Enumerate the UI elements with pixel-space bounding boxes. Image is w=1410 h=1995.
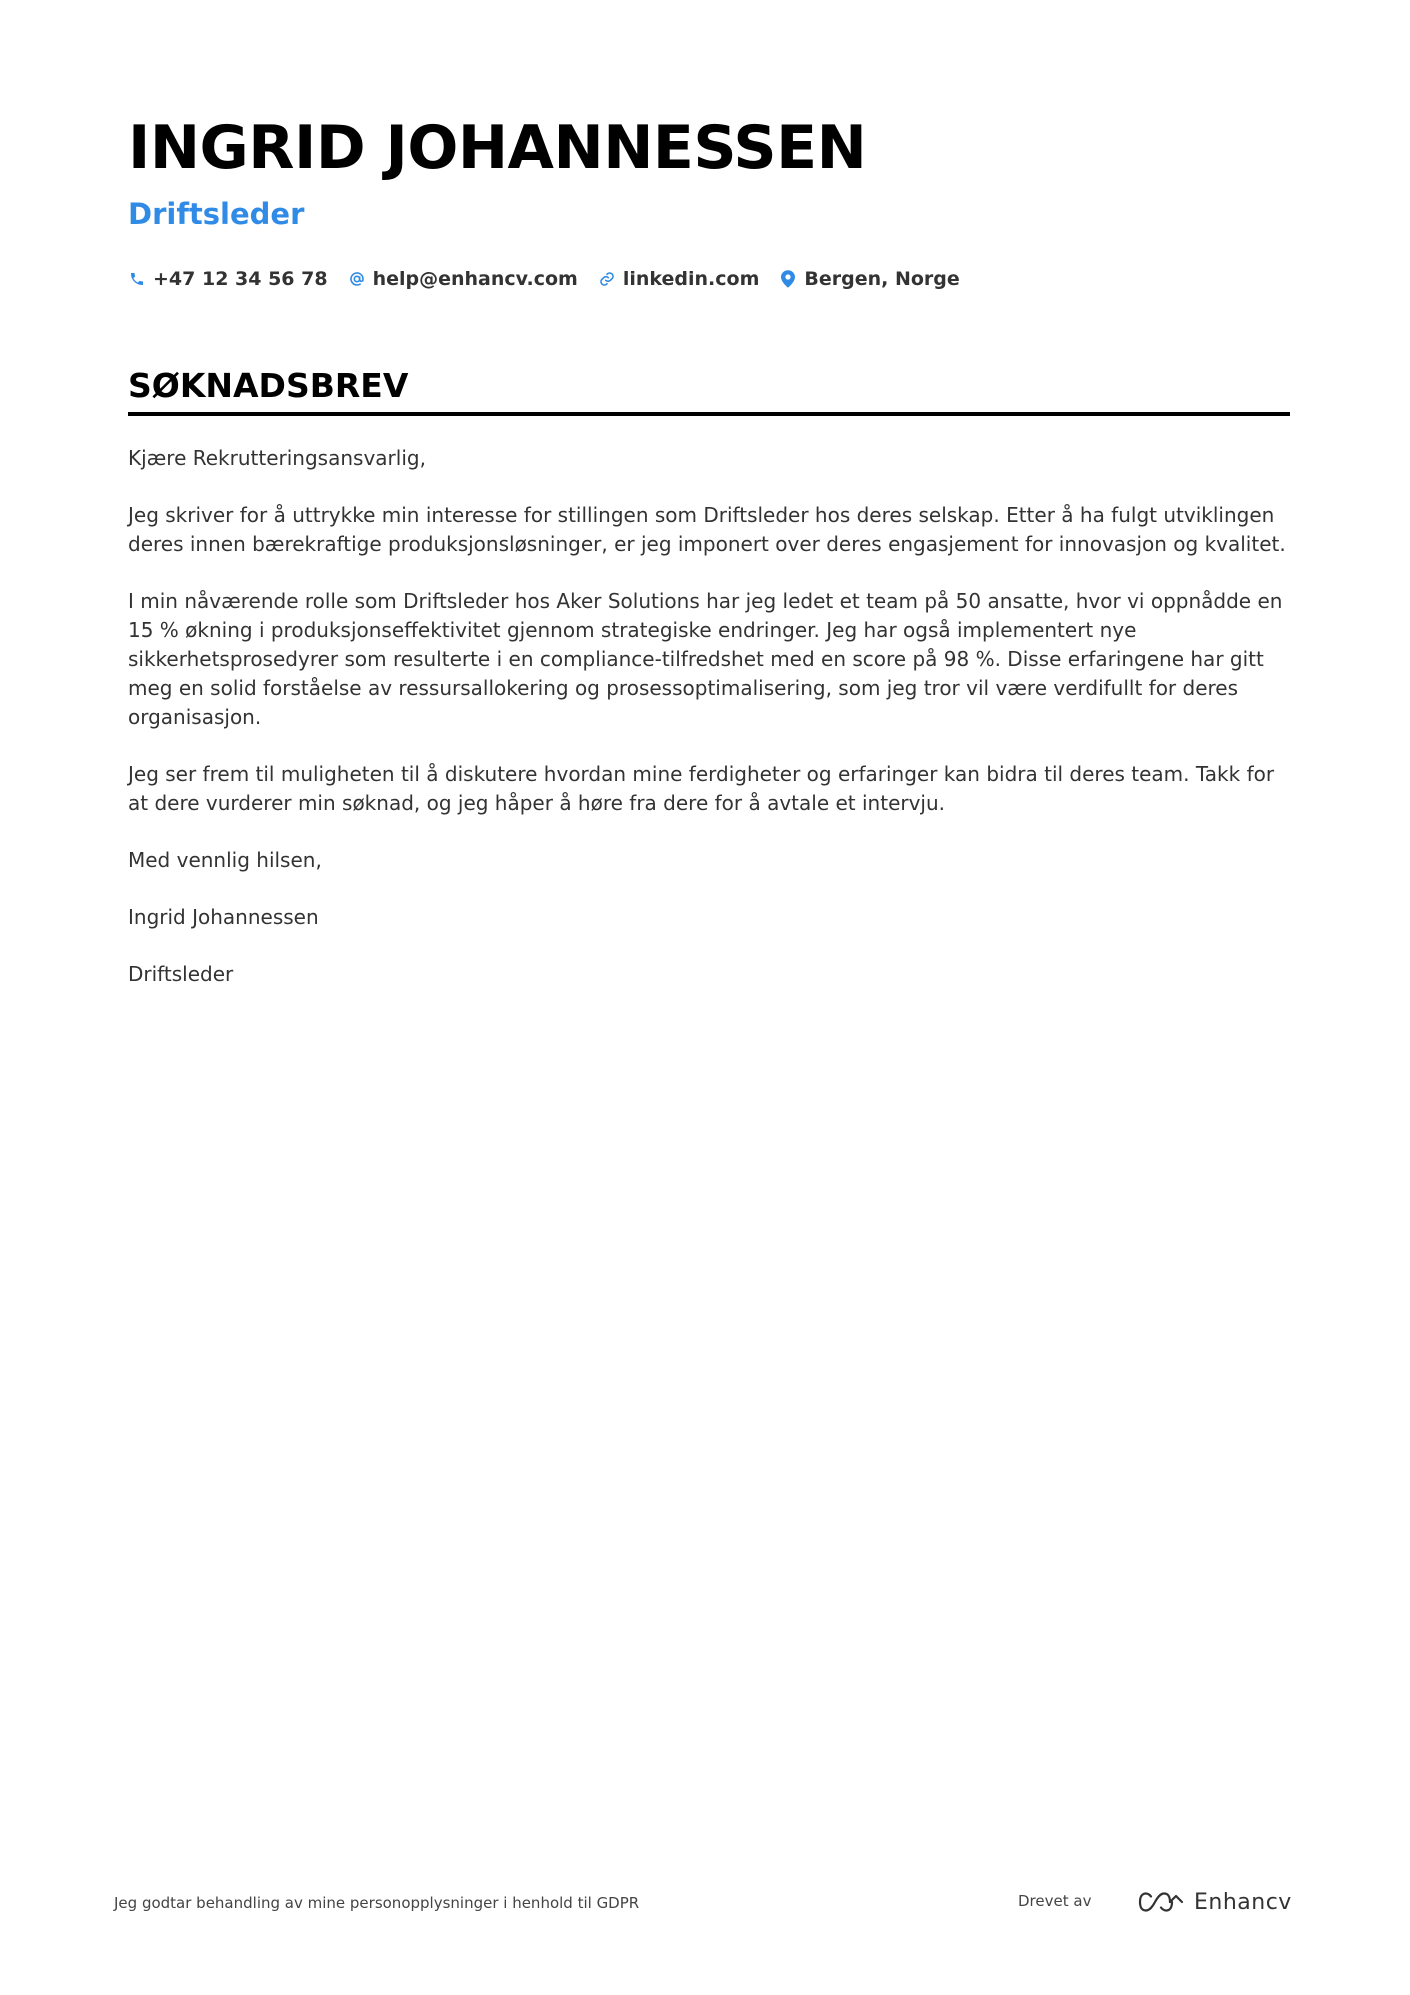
job-title: Driftsleder	[128, 197, 305, 231]
contact-bar	[128, 264, 1288, 294]
contact-phone-text: +47 12 34 56 78	[153, 268, 328, 290]
letter-greeting: Kjære Rekrutteringsansvarlig,	[128, 446, 426, 470]
contact-location-text: Bergen, Norge	[804, 268, 960, 290]
brand-link[interactable]	[1138, 1884, 1292, 1920]
letter-paragraph-1: Jeg skriver for å uttrykke min interesse for stillingen som Driftsleder hos deres selskap. Etter å ha fulgt utviklingen deres innen bærekraftige produksjonsløsninger, er jeg imponert over deres engasjement for innovasjon og kvalitet.	[128, 503, 1286, 556]
enhancv-logo-icon	[1138, 1890, 1184, 1914]
candidate-name: INGRID JOHANNESSEN	[128, 113, 867, 183]
header	[128, 108, 1288, 294]
phone-icon	[128, 269, 146, 289]
gdpr-consent-text: Jeg godtar behandling av mine personopplysninger i henhold til GDPR	[114, 1894, 640, 1912]
contact-phone	[128, 268, 328, 290]
brand-name[interactable]: Enhancv	[1194, 1889, 1292, 1915]
letter-closing: Med vennlig hilsen,	[128, 848, 322, 872]
section-divider	[128, 412, 1290, 416]
location-pin-icon	[779, 269, 797, 289]
contact-email-text[interactable]: help@enhancv.com	[372, 268, 578, 290]
letter-paragraph-2: I min nåværende rolle som Driftsleder hos Aker Solutions har jeg ledet et team på 50 ansatte, hvor vi oppnådde en 15 % økning i produksjonseffektivitet gjennom strategiske endringer. Jeg har også implementert nye sikkerhetsprosedyrer som resulterte i en compliance-tilfredshet med en score på 98 %. Disse erfaringene har gitt meg en solid forståelse av ressursallokering og prosessoptimalisering, som jeg tror vil være verdifullt for deres organisasjon.	[128, 589, 1283, 729]
contact-location	[779, 268, 959, 290]
signature-name: Ingrid Johannessen	[128, 905, 319, 929]
footer	[114, 1884, 1294, 1924]
signature-title: Driftsleder	[128, 962, 234, 986]
contact-linkedin-text[interactable]: linkedin.com	[622, 268, 760, 290]
cover-letter-section	[128, 362, 1290, 1017]
powered-by-label: Drevet av	[1018, 1892, 1092, 1910]
letter-paragraph-3: Jeg ser frem til muligheten til å diskutere hvordan mine ferdigheter og erfaringer kan bidra til deres team. Takk for at dere vurderer min søknad, og jeg håper å høre fra dere for å avtale et intervju.	[128, 762, 1275, 815]
section-title: SØKNADSBREV	[128, 366, 409, 405]
contact-linkedin[interactable]	[598, 268, 760, 290]
letter-body	[128, 444, 1290, 989]
link-icon	[598, 269, 616, 289]
at-icon	[348, 269, 366, 289]
contact-email[interactable]	[348, 268, 578, 290]
